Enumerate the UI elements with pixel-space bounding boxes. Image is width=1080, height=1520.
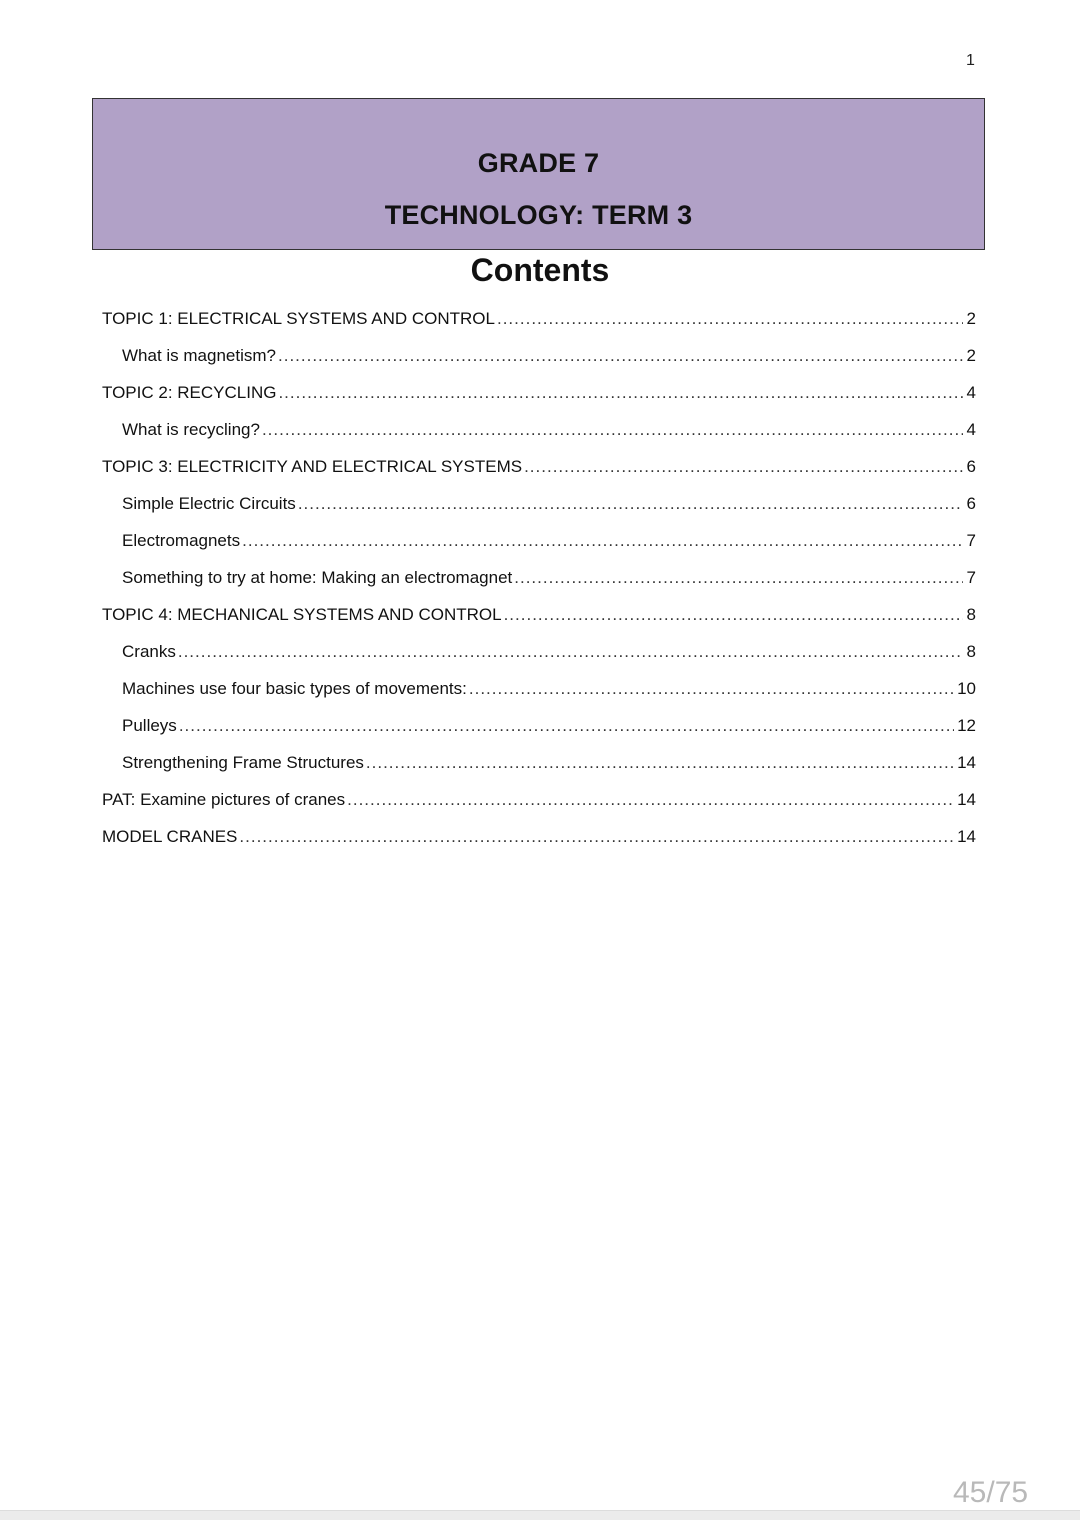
toc-entry[interactable] <box>102 827 976 864</box>
toc-entry-title: TOPIC 2: RECYCLING <box>102 383 277 402</box>
toc-entry[interactable] <box>102 642 976 679</box>
toc-entry[interactable] <box>102 568 976 605</box>
toc-dot-leader <box>497 309 963 329</box>
toc-entry-page: 8 <box>966 605 976 624</box>
toc-entry-title: Something to try at home: Making an electromagnet <box>122 568 513 587</box>
toc-entry-page: 6 <box>966 457 976 476</box>
toc-dot-leader <box>178 642 963 662</box>
toc-entry-title: Electromagnets <box>122 531 241 550</box>
toc-dot-leader <box>469 679 954 699</box>
toc-entry[interactable] <box>102 494 976 531</box>
toc-entry[interactable] <box>102 457 976 494</box>
toc-entry[interactable] <box>102 716 976 753</box>
toc-entry-page: 2 <box>966 346 976 365</box>
toc-entry[interactable] <box>102 679 976 716</box>
toc-dot-leader <box>278 346 963 366</box>
toc-entry-page: 7 <box>966 531 976 550</box>
toc-entry[interactable] <box>102 531 976 568</box>
toc-entry[interactable] <box>102 605 976 642</box>
toc-entry-page: 2 <box>966 309 976 328</box>
toc-entry[interactable] <box>102 420 976 457</box>
toc-dot-leader <box>524 457 963 477</box>
toc-dot-leader <box>179 716 954 736</box>
toc-dot-leader <box>262 420 963 440</box>
toc-dot-leader <box>278 383 963 403</box>
toc-entry[interactable] <box>102 383 976 420</box>
toc-entry[interactable] <box>102 753 976 790</box>
toc-dot-leader <box>504 605 963 625</box>
toc-entry-title: Simple Electric Circuits <box>122 494 296 513</box>
toc-entry-page: 6 <box>966 494 976 513</box>
subject-term-title: TECHNOLOGY: TERM 3 <box>384 200 693 230</box>
toc-entry-title: TOPIC 3: ELECTRICITY AND ELECTRICAL SYSTEMS <box>102 457 523 476</box>
toc-entry-title: Pulleys <box>122 716 177 735</box>
toc-entry-title: TOPIC 4: MECHANICAL SYSTEMS AND CONTROL <box>102 605 502 624</box>
title-box <box>92 98 985 250</box>
toc-dot-leader <box>242 531 963 551</box>
toc-entry-page: 14 <box>957 753 976 772</box>
toc-entry[interactable] <box>102 309 976 346</box>
toc-entry-page: 8 <box>966 642 976 661</box>
toc-dot-leader <box>298 494 963 514</box>
toc-entry-title: PAT: Examine pictures of cranes <box>102 790 346 809</box>
toc-entry-page: 7 <box>966 568 976 587</box>
grade-title: GRADE 7 <box>477 148 600 178</box>
contents-heading: Contents <box>470 252 610 288</box>
toc-entry[interactable] <box>102 790 976 827</box>
toc-entry-title: What is magnetism? <box>122 346 276 365</box>
page-number: 1 <box>966 52 975 69</box>
toc-dot-leader <box>514 568 963 588</box>
toc-entry-title: Cranks <box>122 642 176 661</box>
toc-entry-title: What is recycling? <box>122 420 260 439</box>
toc-entry-title: TOPIC 1: ELECTRICAL SYSTEMS AND CONTROL <box>102 309 495 328</box>
toc-entry-page: 4 <box>966 420 976 439</box>
toc-entry-title: Machines use four basic types of movements: <box>122 679 467 698</box>
toc-dot-leader <box>366 753 954 773</box>
toc-dot-leader <box>347 790 954 810</box>
table-of-contents <box>102 309 976 864</box>
viewer-page-indicator: 45/75 <box>953 1476 1029 1509</box>
toc-entry-page: 10 <box>957 679 976 698</box>
toc-entry-page: 4 <box>966 383 976 402</box>
toc-entry-page: 14 <box>957 790 976 809</box>
toc-entry-page: 14 <box>957 827 976 846</box>
toc-entry-page: 12 <box>957 716 976 735</box>
toc-entry-title: MODEL CRANES <box>102 827 238 846</box>
toc-entry-title: Strengthening Frame Structures <box>122 753 364 772</box>
toc-entry[interactable] <box>102 346 976 383</box>
toc-dot-leader <box>239 827 954 847</box>
